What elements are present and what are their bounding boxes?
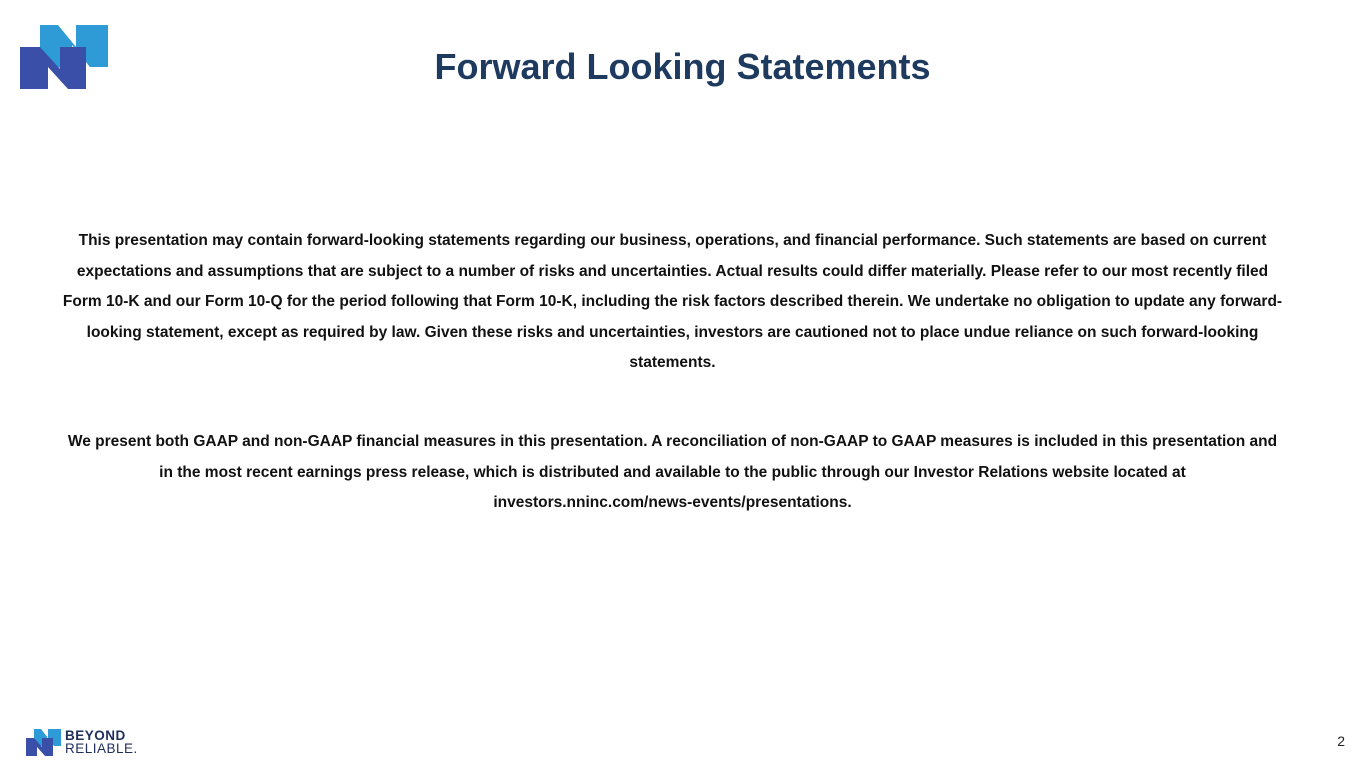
footer-brand [26, 729, 166, 759]
footer-tagline-beyond: BEYOND [65, 728, 126, 743]
slide-title: Forward Looking Statements [434, 46, 931, 87]
footer-tagline-reliable: RELIABLE. [65, 741, 138, 756]
forward-looking-disclaimer: This presentation may contain forward-looking statements regarding our business, operations, and financial performance. Such statements are based on current expectations and assumptions that are subject to a number of risks and uncertainties. Actual results could differ materially. Please refer to our most recently filed Form 10-K and our Form 10-Q for the period following that Form 10-K, including the risk factors described therein. We undertake no obligation to update any forward-looking statement, except as required by law. Given these risks and uncertainties, investors are cautioned not to place undue reliance on such forward-looking statements. [62, 232, 1283, 371]
nn-logo-small-icon [26, 729, 62, 757]
gaap-disclaimer: We present both GAAP and non-GAAP financial measures in this presentation. A reconciliation of non-GAAP to GAAP measures is included in this presentation and in the most recent earnings press release, which is distributed and available to the public through our Investor Relations website located at investors.nninc.com/news-events/presentations. [67, 433, 1278, 511]
page-number: 2 [1337, 733, 1345, 749]
